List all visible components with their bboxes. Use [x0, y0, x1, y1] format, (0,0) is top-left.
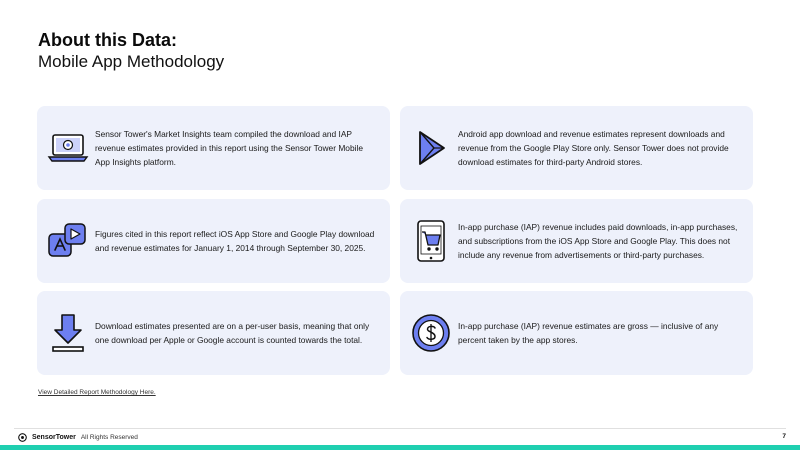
- footer-divider: [14, 428, 786, 429]
- card-text: Figures cited in this report reflect iOS App Store and Google Play download and revenue estimates for January 1, 2014 through September 30, 2025.: [95, 229, 375, 253]
- google-play-icon: [410, 127, 452, 169]
- info-card-downloads: [37, 291, 390, 375]
- info-card-date-range: [37, 199, 390, 283]
- phone-cart-icon: [410, 220, 452, 262]
- card-text: Sensor Tower's Market Insights team compiled the download and IAP revenue estimates provided in this report using the Sensor Tower Mobile App Insights platform.: [95, 129, 363, 167]
- card-text: Android app download and revenue estimates represent downloads and revenue from the Google Play Store only. Sensor Tower does not provide download estimates for third-party Android stores.: [458, 129, 729, 167]
- info-card-platform: [37, 106, 390, 190]
- download-icon: [47, 312, 89, 354]
- sensor-tower-logo-icon: [18, 433, 27, 442]
- accent-bar: [0, 445, 800, 450]
- info-card-iap-revenue: [400, 199, 753, 283]
- footer: [18, 433, 138, 442]
- methodology-link[interactable]: View Detailed Report Methodology Here.: [38, 389, 156, 396]
- page-number: 7: [782, 433, 786, 440]
- dollar-coin-icon: [410, 312, 452, 354]
- card-text: In-app purchase (IAP) revenue includes paid downloads, in-app purchases, and subscriptions from the iOS App Store and Google Play. This does not include any revenue from advertisements or third-party purchases.: [458, 222, 738, 260]
- brand-name: SensorTower: [32, 434, 76, 441]
- laptop-icon: [47, 127, 89, 169]
- rights-text: All Rights Reserved: [80, 434, 138, 441]
- info-card-gross-revenue: [400, 291, 753, 375]
- page-title: About this Data:: [38, 30, 177, 50]
- card-text: In-app purchase (IAP) revenue estimates are gross — inclusive of any percent taken by the app stores.: [458, 321, 719, 345]
- app-stores-icon: [47, 220, 89, 262]
- page-subtitle: Mobile App Methodology: [38, 52, 225, 71]
- card-text: Download estimates presented are on a per-user basis, meaning that only one download per Apple or Google account is counted towards the total.: [95, 321, 370, 345]
- info-card-android: [400, 106, 753, 190]
